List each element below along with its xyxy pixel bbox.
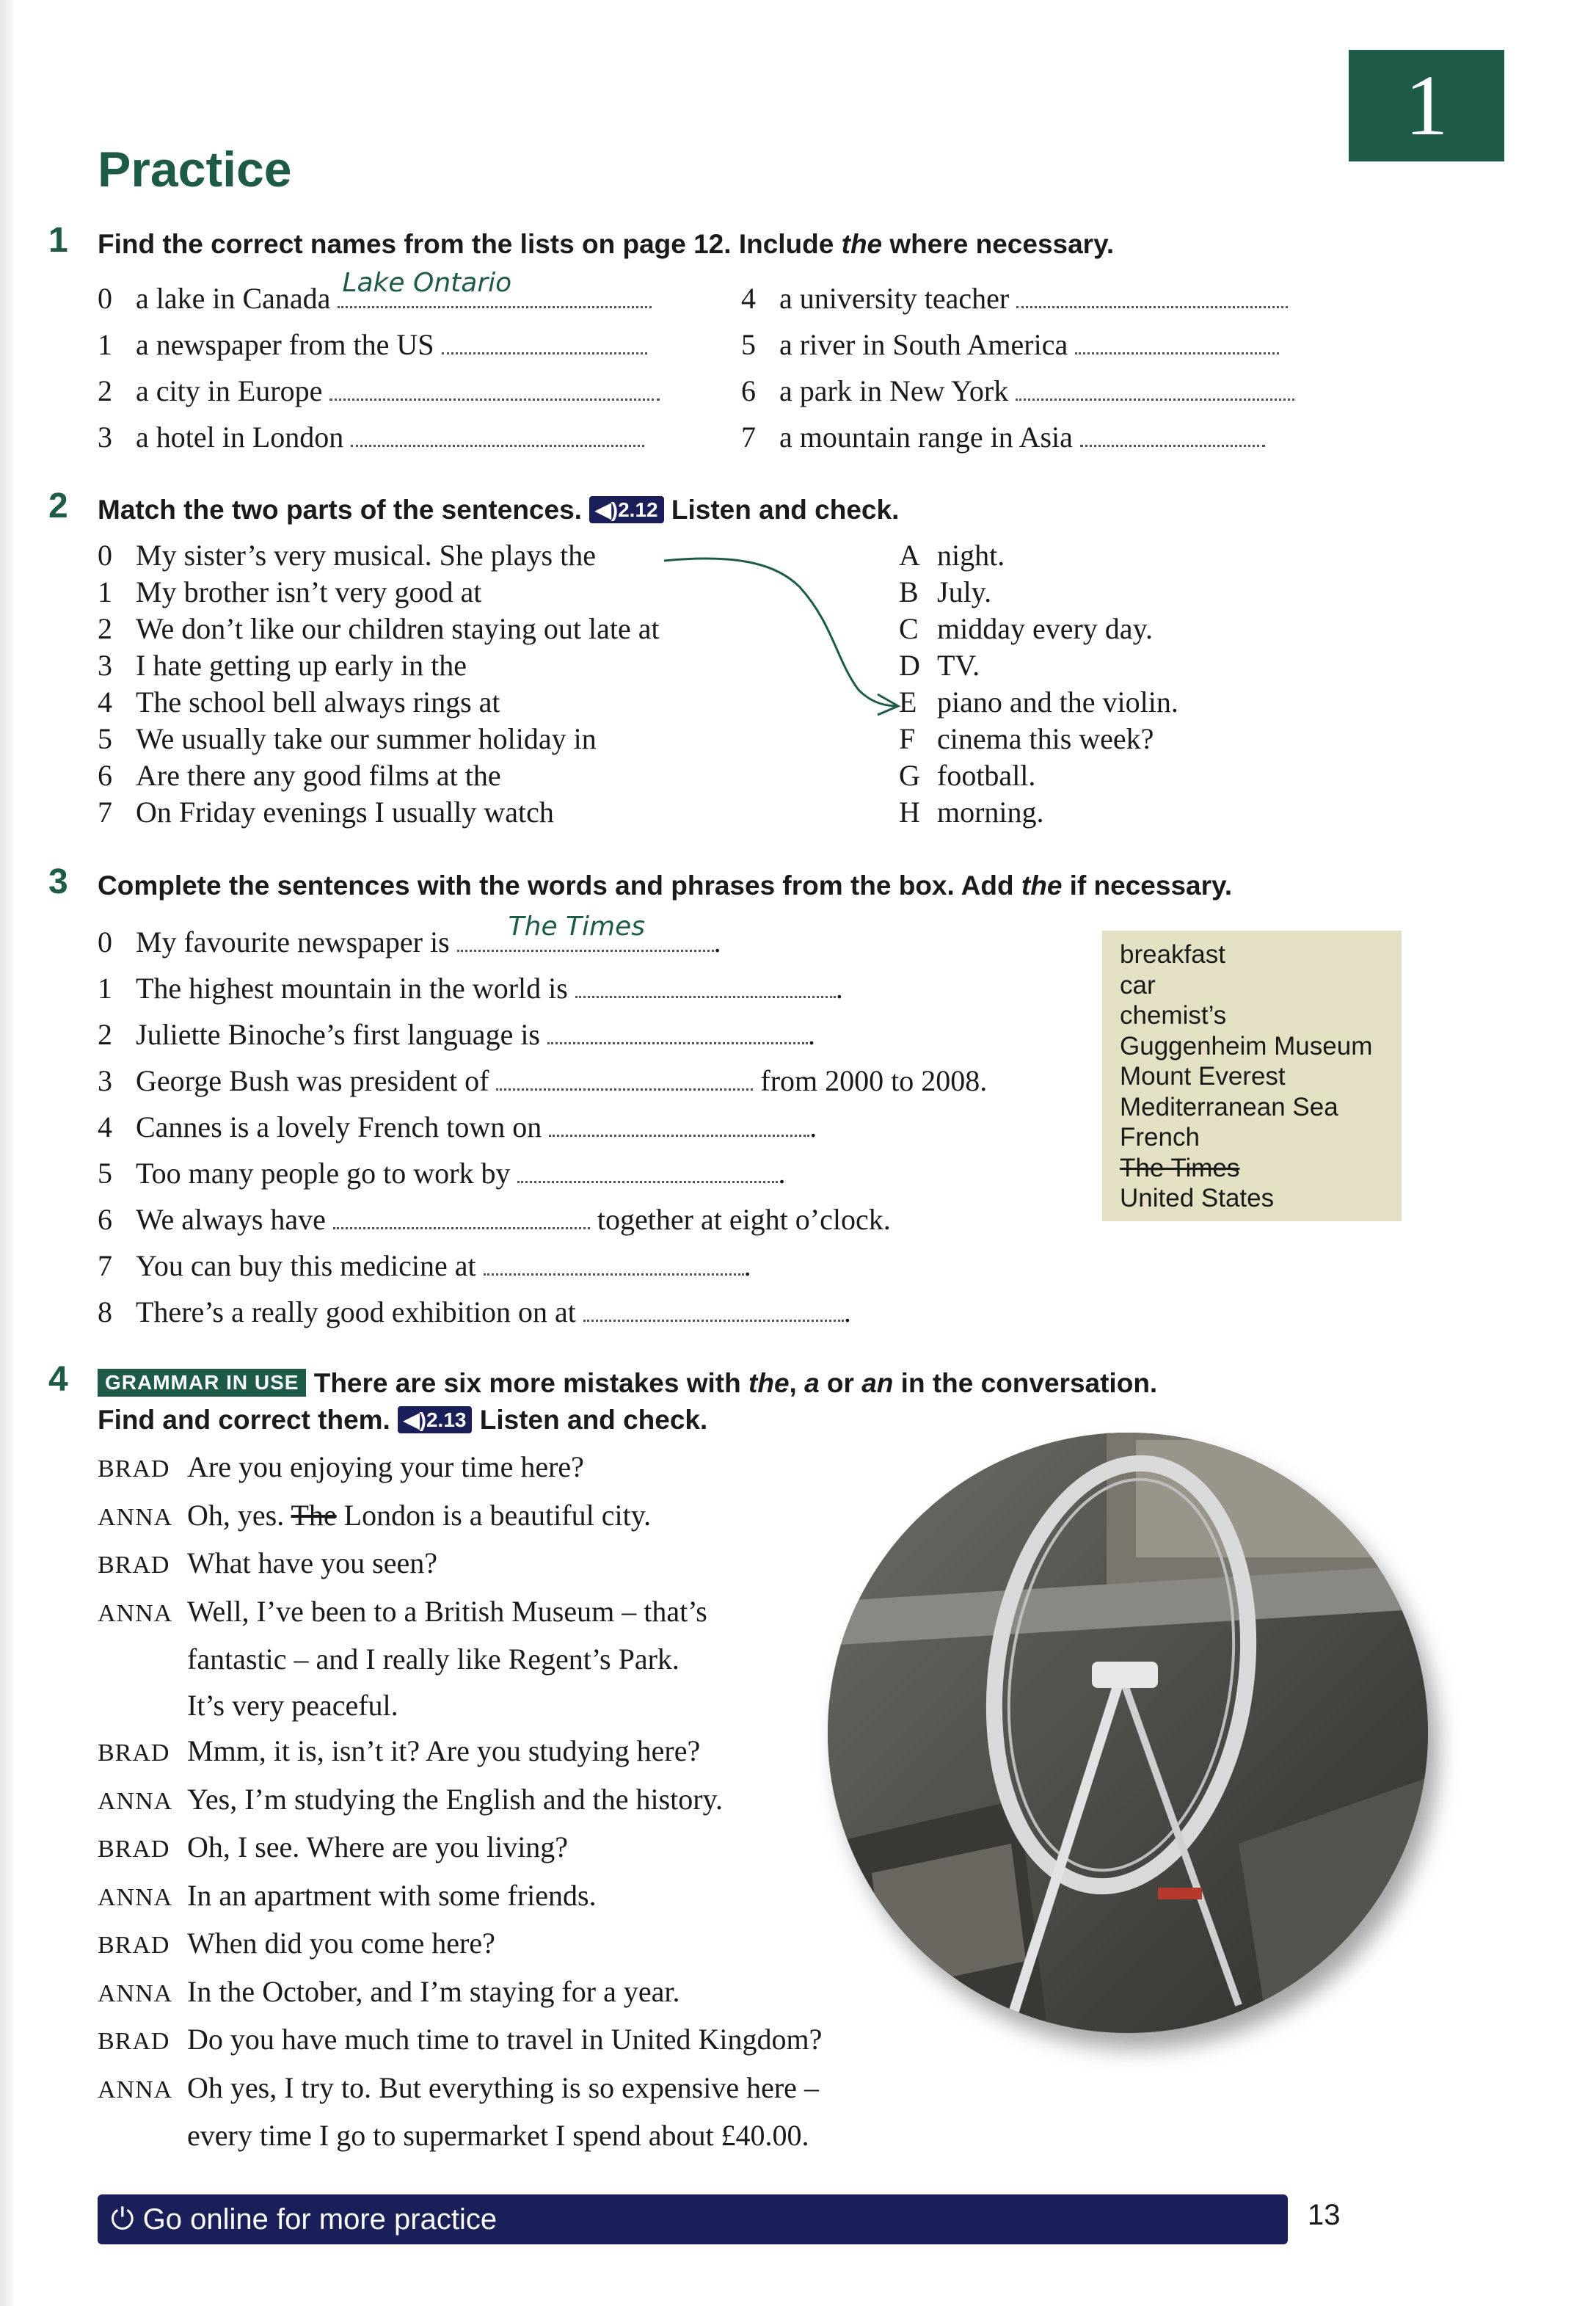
ex2-right-G: G football. bbox=[899, 759, 1036, 792]
answer-blank[interactable] bbox=[1016, 393, 1294, 401]
ex3-item-7: 7 You can buy this medicine at . bbox=[98, 1249, 751, 1282]
box-word: Guggenheim Museum bbox=[1120, 1031, 1373, 1061]
answer-blank[interactable] bbox=[1016, 300, 1288, 308]
page-number: 13 bbox=[1308, 2199, 1341, 2231]
ex3-answer-0: The Times bbox=[508, 912, 646, 942]
ex2-left-1: 1 My brother isn’t very good at bbox=[98, 575, 482, 608]
ex1-item-5: 5 a river in South America bbox=[741, 327, 1279, 362]
answer-blank[interactable] bbox=[329, 393, 660, 401]
dialogue-line: BRAD Oh, I see. Where are you living? bbox=[98, 1830, 569, 1863]
ex1-answer-0: Lake Ontario bbox=[342, 268, 512, 298]
ex2-left-column bbox=[98, 537, 660, 831]
london-eye-photo bbox=[828, 1433, 1428, 2033]
exercise-3-number: 3 bbox=[48, 862, 68, 901]
ex1-item-1: 1 a newspaper from the US bbox=[98, 327, 647, 362]
ex3-item-3: 3 George Bush was president of from 2000 to 2008. bbox=[98, 1064, 988, 1097]
box-word: car bbox=[1120, 970, 1156, 1000]
box-word: Mediterranean Sea bbox=[1120, 1092, 1338, 1121]
ex3-item-1: 1 The highest mountain in the world is . bbox=[98, 972, 843, 1005]
ex2-left-6: 6 Are there any good films at the bbox=[98, 759, 501, 792]
ex2-right-E: E piano and the violin. bbox=[899, 685, 1178, 719]
ex3-item-6: 6 We always have together at eight o’clock. bbox=[98, 1203, 891, 1236]
exercise-1-instruction: Find the correct names from the lists on page 12. Include the where necessary. bbox=[98, 229, 1115, 259]
exercise-4-number: 4 bbox=[48, 1360, 68, 1399]
answer-blank[interactable] bbox=[484, 1267, 744, 1276]
answer-blank[interactable] bbox=[517, 1175, 778, 1183]
ex3-item-2: 2 Juliette Binoche’s first language is . bbox=[98, 1018, 815, 1051]
dialogue-line: fantastic – and I really like Regent’s Park. bbox=[187, 1643, 679, 1676]
box-word: United States bbox=[1120, 1184, 1275, 1212]
ex3-item-8: 8 There’s a really good exhibition on at . bbox=[98, 1295, 851, 1328]
page-edge bbox=[0, 0, 13, 2306]
dialogue-line: ANNA In an apartment with some friends. bbox=[98, 1878, 597, 1912]
speaker-icon: ◀) bbox=[595, 498, 619, 521]
answer-blank[interactable] bbox=[547, 1036, 808, 1044]
power-icon: ⏻ bbox=[111, 2203, 134, 2236]
dialogue-line: It’s very peaceful. bbox=[187, 1688, 398, 1722]
ex3-item-0: 0 My favourite newspaper is The Times . bbox=[98, 912, 721, 959]
corrected-word: The bbox=[291, 1498, 337, 1532]
box-word: French bbox=[1120, 1123, 1200, 1152]
box-word: chemist’s bbox=[1120, 1001, 1227, 1030]
dialogue-line: BRAD Do you have much time to travel in United Kingdom? bbox=[98, 2023, 823, 2056]
dialogue-line: BRAD What have you seen? bbox=[98, 1546, 437, 1579]
dialogue-line: BRAD Mmm, it is, isn’t it? Are you studying here? bbox=[98, 1734, 701, 1767]
ex2-right-F: F cinema this week? bbox=[899, 722, 1154, 755]
ex2-right-D: D TV. bbox=[899, 649, 980, 682]
dialogue-line: ANNA Well, I’ve been to a British Museum – that’s bbox=[98, 1594, 707, 1628]
london-eye-illustration bbox=[828, 1433, 1428, 2033]
match-arrow bbox=[653, 543, 903, 719]
ex1-item-7: 7 a mountain range in Asia bbox=[741, 420, 1265, 454]
box-word: Mount Everest bbox=[1120, 1062, 1286, 1091]
ex2-left-5: 5 We usually take our summer holiday in bbox=[98, 722, 597, 755]
ex2-right-B: B July. bbox=[899, 575, 992, 608]
audio-track-badge[interactable]: ◀)2.12 bbox=[589, 496, 663, 523]
online-practice-banner[interactable]: ⏻ Go online for more practice bbox=[98, 2194, 1288, 2244]
exercise-2-number: 2 bbox=[48, 487, 68, 525]
ex2-left-4: 4 The school bell always rings at bbox=[98, 685, 500, 719]
ex1-item-0: 0 a lake in Canada Lake Ontario bbox=[98, 281, 652, 316]
ex2-right-column bbox=[899, 537, 1178, 831]
dialogue-line: ANNA Yes, I’m studying the English and the history. bbox=[98, 1782, 723, 1816]
audio-track-badge[interactable]: ◀)2.13 bbox=[398, 1406, 472, 1433]
ex3-item-5: 5 Too many people go to work by . bbox=[98, 1157, 786, 1190]
answer-blank[interactable] bbox=[442, 346, 647, 354]
grammar-in-use-label: GRAMMAR IN USE bbox=[98, 1369, 306, 1397]
dialogue-line: ANNA Oh yes, I try to. But everything is so expensive here – bbox=[98, 2070, 819, 2104]
box-word: breakfast bbox=[1120, 940, 1225, 969]
ex2-left-3: 3 I hate getting up early in the bbox=[98, 649, 467, 682]
ex1-item-4: 4 a university teacher bbox=[741, 281, 1288, 316]
ex2-left-2: 2 We don’t like our children staying out late at bbox=[98, 612, 660, 645]
exercise-3-instruction: Complete the sentences with the words and phrases from the box. Add the if necessary. bbox=[98, 870, 1233, 901]
answer-blank[interactable] bbox=[333, 1221, 590, 1229]
answer-blank[interactable] bbox=[496, 1083, 753, 1091]
exercise-4-instruction: GRAMMAR IN USE There are six more mistakes with the, a or an in the conversation. bbox=[98, 1368, 1157, 1399]
answer-blank[interactable] bbox=[549, 1129, 809, 1137]
answer-blank[interactable] bbox=[1075, 346, 1279, 354]
speaker-icon: ◀) bbox=[404, 1408, 426, 1431]
word-box bbox=[1102, 931, 1402, 1221]
dialogue-line: BRAD When did you come here? bbox=[98, 1927, 495, 1960]
dialogue-line: ANNA In the October, and I’m staying for a year. bbox=[98, 1974, 680, 2008]
exercise-4-instruction-line2: Find and correct them. ◀)2.13 Listen and check. bbox=[98, 1405, 708, 1435]
dialogue-line: BRAD Are you enjoying your time here? bbox=[98, 1450, 584, 1483]
ex2-right-A: A night. bbox=[899, 539, 1005, 572]
ex2-left-0: 0 My sister’s very musical. She plays the bbox=[98, 539, 596, 572]
ex2-right-C: C midday every day. bbox=[899, 612, 1153, 645]
answer-blank[interactable] bbox=[583, 1314, 844, 1322]
exercise-2-instruction: Match the two parts of the sentences. ◀)2.12 Listen and check. bbox=[98, 495, 900, 525]
ex2-left-7: 7 On Friday evenings I usually watch bbox=[98, 796, 554, 829]
box-word-used: The Times bbox=[1120, 1153, 1240, 1182]
section-title: Practice bbox=[98, 142, 292, 197]
answer-blank[interactable] bbox=[351, 439, 644, 447]
answer-blank[interactable] bbox=[1080, 439, 1265, 447]
ex3-item-4: 4 Cannes is a lovely French town on . bbox=[98, 1110, 817, 1143]
answer-blank[interactable] bbox=[575, 990, 836, 998]
ex1-item-6: 6 a park in New York bbox=[741, 374, 1294, 408]
ex1-item-3: 3 a hotel in London bbox=[98, 420, 644, 454]
dialogue-line: ANNA Oh, yes. The London is a beautiful city. bbox=[98, 1498, 652, 1532]
dialogue bbox=[98, 1444, 822, 2159]
dialogue-line: every time I go to supermarket I spend about £40.00. bbox=[187, 2119, 809, 2152]
unit-number-tab: 1 bbox=[1349, 50, 1504, 161]
ex1-item-2: 2 a city in Europe bbox=[98, 374, 660, 408]
ex2-right-H: H morning. bbox=[899, 796, 1044, 829]
exercise-1-number: 1 bbox=[48, 221, 68, 260]
